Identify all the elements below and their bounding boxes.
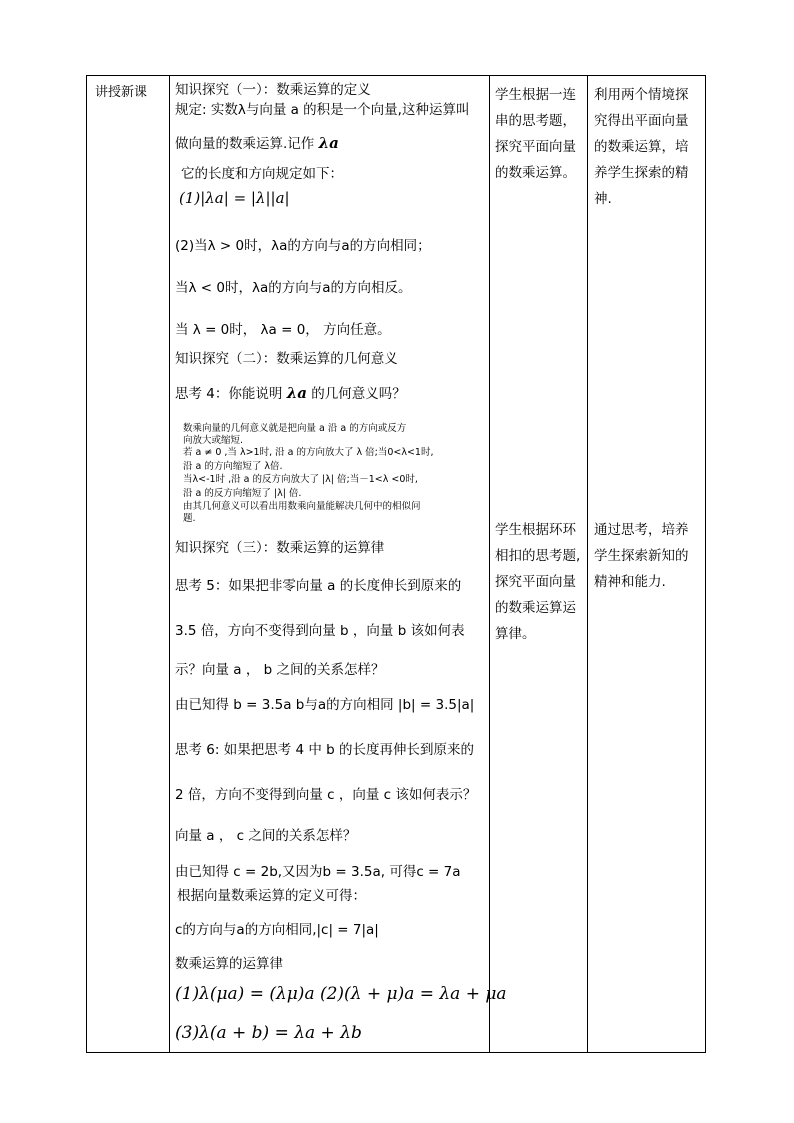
design-intent-1 bbox=[587, 82, 705, 212]
text-line: 学生根据环环 bbox=[495, 522, 576, 538]
text-line: 向量 a ， c 之间的关系怎样？ bbox=[175, 828, 357, 844]
section-heading: 知识探究（一）：数乘运算的定义 bbox=[175, 82, 371, 98]
text-line: 养学生探索的精 bbox=[594, 165, 689, 181]
text-line: 精神和能力. bbox=[594, 574, 666, 590]
small-text: 由其几何意义可以看出用数乘向量能解决几何中的相似问 bbox=[183, 501, 421, 512]
text-line: 规定: 实数λ与向量 a 的积是一个向量,这种运算叫 bbox=[175, 102, 470, 118]
row-label: 讲授新课 bbox=[95, 85, 148, 100]
text-span: 的几何意义吗？ bbox=[311, 386, 406, 402]
text-line: 的数乘运算，培 bbox=[594, 139, 689, 155]
formula: λa bbox=[286, 384, 307, 402]
lesson-table bbox=[86, 75, 706, 1053]
text-line: 示？向量 a ， b 之间的关系怎样？ bbox=[175, 662, 385, 678]
text-line: 相扣的思考题, bbox=[495, 548, 581, 564]
text-span: 做向量的数乘运算.记作 bbox=[175, 136, 315, 152]
text-line: 2 倍，方向不变得到向量 c ，向量 c 该如何表示？ bbox=[175, 787, 477, 803]
student-activity-1 bbox=[489, 82, 587, 186]
formula: (3)λ(a + b) = λa + λb bbox=[175, 1023, 362, 1043]
formula: (1)λ(μa) = (λμ)a (2)(λ + μ)a = λa + μa bbox=[175, 984, 507, 1004]
text-line: 的数乘运算运 bbox=[495, 600, 576, 616]
text-line: 利用两个情境探 bbox=[594, 87, 689, 103]
text-line: 学生根据一连 bbox=[495, 87, 576, 103]
text-line: 通过思考，培养 bbox=[594, 522, 689, 538]
text-line: 思考 6: 如果把思考 4 中 b 的长度再伸长到原来的 bbox=[175, 742, 475, 758]
text-line: 的数乘运算。 bbox=[495, 165, 576, 181]
text-line: 由已知得 b = 3.5a b与a的方向相同 |b| = 3.5|a| bbox=[175, 697, 475, 713]
text-line: 探究平面向量 bbox=[495, 139, 576, 155]
text-line: 串的思考题， bbox=[495, 113, 576, 129]
text-line: c的方向与a的方向相同,|c| = 7|a| bbox=[175, 922, 379, 938]
text-line: 根据向量数乘运算的定义可得： bbox=[177, 888, 366, 904]
small-text: 当λ<-1时 ,沿 a 的反方向放大了 |λ| 倍;当－1<λ <0时, bbox=[183, 474, 418, 485]
small-text: 题. bbox=[183, 513, 196, 524]
text-line: 它的长度和方向规定如下： bbox=[181, 166, 343, 182]
text-line: 学生探索新知的 bbox=[594, 548, 689, 564]
text-line: 探究平面向量 bbox=[495, 574, 576, 590]
formula: (1)|λa| = |λ||a| bbox=[179, 189, 290, 207]
section-heading: 知识探究（三）：数乘运算的运算律 bbox=[175, 540, 385, 556]
text-line: 神. bbox=[594, 191, 612, 207]
small-text: 沿 a 的方向缩短了 λ倍. bbox=[183, 461, 283, 472]
formula: λa bbox=[318, 134, 339, 152]
text-line: 思考 5：如果把非零向量 a 的长度伸长到原来的 bbox=[175, 578, 462, 594]
text-line: 当λ < 0时，λa的方向与a的方向相反。 bbox=[175, 280, 412, 296]
text-line: 算律。 bbox=[495, 626, 536, 642]
text-line: 由已知得 c = 2b,又因为b = 3.5a, 可得c = 7a bbox=[175, 864, 461, 880]
small-text: 向放大或缩短. bbox=[183, 435, 244, 446]
student-activity-2 bbox=[489, 517, 587, 647]
section-heading: 数乘运算的运算律 bbox=[175, 956, 283, 972]
small-text: 沿 a 的反方向缩短了 |λ| 倍. bbox=[183, 488, 302, 499]
small-text: 若 a ≠ 0 ,当 λ>1时, 沿 a 的方向放大了 λ 倍;当0<λ<1时, bbox=[183, 447, 434, 458]
content-column bbox=[169, 76, 507, 1052]
text-line bbox=[175, 132, 485, 152]
design-intent-2 bbox=[587, 517, 705, 595]
text-line: 当 λ = 0时， λa = 0， 方向任意。 bbox=[175, 322, 391, 338]
small-text: 数乘向量的几何意义就是把向量 a 沿 a 的方向或反方 bbox=[183, 423, 407, 434]
text-line: 究得出平面向量 bbox=[594, 113, 689, 129]
text-span: 思考 4：你能说明 bbox=[175, 386, 283, 402]
section-heading: 知识探究（二）：数乘运算的几何意义 bbox=[175, 351, 398, 367]
text-line: 3.5 倍，方向不变得到向量 b ，向量 b 该如何表 bbox=[175, 623, 465, 639]
text-line bbox=[175, 382, 485, 402]
text-line: (2)当λ > 0时，λa的方向与a的方向相同； bbox=[175, 238, 431, 254]
